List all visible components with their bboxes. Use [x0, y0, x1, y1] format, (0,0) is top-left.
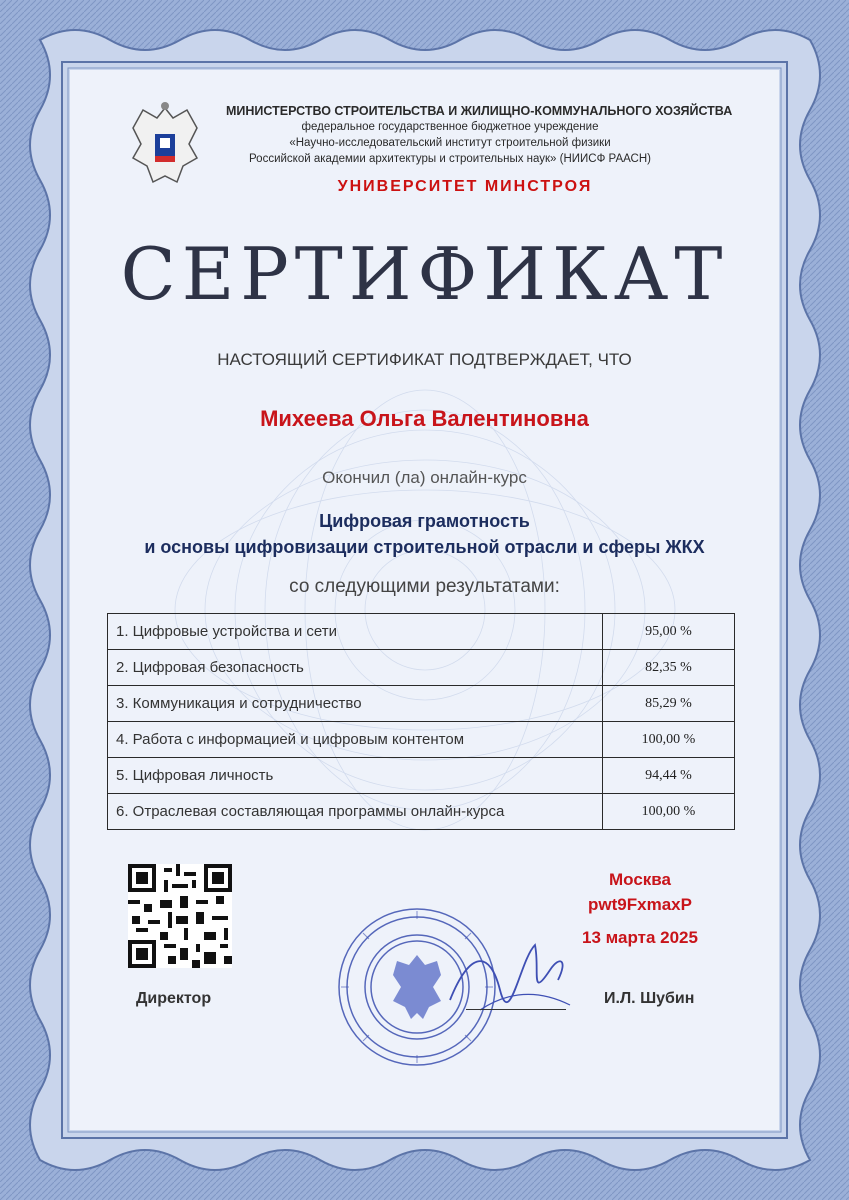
institution-name: «Научно-исследовательский институт строительной физики [289, 137, 611, 149]
result-label: 1. Цифровые устройства и сети [108, 614, 603, 650]
course-title-line-2: и основы цифровизации строительной отрасли и сферы ЖКХ [144, 537, 705, 557]
coat-of-arms-icon [127, 100, 203, 192]
result-label: 3. Коммуникация и сотрудничество [108, 686, 603, 722]
issue-city: Москва [609, 870, 671, 889]
result-label: 5. Цифровая личность [108, 758, 603, 794]
university-name: УНИВЕРСИТЕТ МИНСТРОЯ [337, 178, 593, 195]
result-value: 82,35 % [603, 650, 735, 686]
recipient-name: Михеева Ольга Валентиновна [260, 406, 589, 431]
table-row [108, 758, 735, 794]
table-row [108, 650, 735, 686]
certificate-title: СЕРТИФИКАТ [120, 232, 729, 316]
issue-date: 13 марта 2025 [582, 928, 698, 947]
result-value: 94,44 % [603, 758, 735, 794]
result-value: 100,00 % [603, 794, 735, 830]
table-row [108, 614, 735, 650]
institution-academy: Российской академии архитектуры и строительных наук» (НИИСФ РААСН) [249, 153, 651, 165]
result-value: 95,00 % [603, 614, 735, 650]
table-row [108, 686, 735, 722]
certificate-code: pwt9FxmaxP [588, 895, 692, 914]
result-label: 4. Работа с информацией и цифровым контентом [108, 722, 603, 758]
qr-code-icon[interactable] [128, 864, 232, 968]
signer-name: И.Л. Шубин [604, 990, 695, 1007]
director-label: Директор [136, 990, 212, 1007]
results-table [107, 613, 735, 830]
course-title-line-1: Цифровая грамотность [319, 511, 530, 531]
director-signature-icon [440, 930, 580, 1020]
table-row [108, 794, 735, 830]
ministry-title: МИНИСТЕРСТВО СТРОИТЕЛЬСТВА И ЖИЛИЩНО-КОММУНАЛЬНОГО ХОЗЯЙСТВА [226, 104, 733, 118]
signature-line [466, 1009, 566, 1010]
result-label: 6. Отраслевая составляющая программы онлайн-курса [108, 794, 603, 830]
confirmation-text: НАСТОЯЩИЙ СЕРТИФИКАТ ПОДТВЕРЖДАЕТ, ЧТО [217, 350, 632, 369]
result-value: 85,29 % [603, 686, 735, 722]
table-row [108, 722, 735, 758]
result-value: 100,00 % [603, 722, 735, 758]
course-title [100, 508, 749, 560]
results-intro: со следующими результатами: [289, 576, 560, 597]
institution-type: федеральное государственное бюджетное учреждение [301, 121, 599, 133]
completion-text: Окончил (ла) онлайн-курс [322, 468, 527, 487]
result-label: 2. Цифровая безопасность [108, 650, 603, 686]
